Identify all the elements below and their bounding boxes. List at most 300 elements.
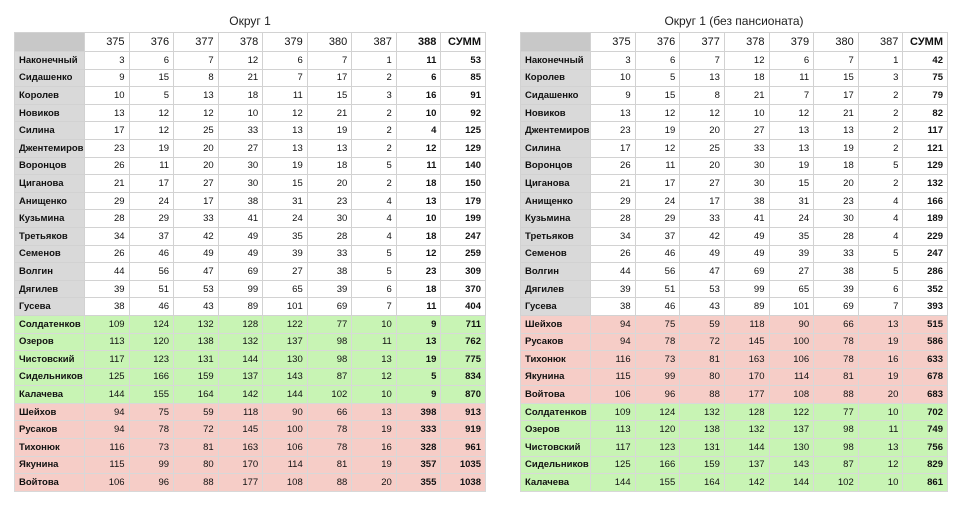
- sum-cell: 91: [441, 87, 486, 105]
- table-row: [15, 315, 486, 333]
- value-cell: 19: [352, 421, 397, 439]
- value-cell: 28: [307, 227, 352, 245]
- sum-cell: 150: [441, 175, 486, 193]
- value-cell: 100: [263, 421, 308, 439]
- value-cell: 23: [814, 192, 859, 210]
- value-cell: 5: [352, 157, 397, 175]
- sum-cell: 913: [441, 403, 486, 421]
- left-table-body: [15, 52, 486, 492]
- header-cell: 388: [396, 33, 441, 52]
- candidate-name: Семенов: [521, 245, 591, 263]
- table-row: [15, 52, 486, 70]
- sum-cell: 132: [903, 175, 948, 193]
- value-cell: 132: [218, 333, 263, 351]
- table-row: [521, 280, 948, 298]
- value-cell: 35: [769, 227, 814, 245]
- table-row: [15, 368, 486, 386]
- candidate-name: Чистовский: [15, 351, 85, 369]
- value-cell: 166: [635, 456, 680, 474]
- value-cell: 81: [174, 439, 219, 457]
- value-cell: 170: [218, 456, 263, 474]
- value-cell: 117: [85, 351, 130, 369]
- value-cell: 12: [396, 245, 441, 263]
- value-cell: 78: [307, 439, 352, 457]
- value-cell: 90: [769, 315, 814, 333]
- value-cell: 39: [307, 280, 352, 298]
- value-cell: 7: [814, 52, 859, 70]
- value-cell: 75: [129, 403, 174, 421]
- value-cell: 98: [814, 439, 859, 457]
- value-cell: 128: [724, 403, 769, 421]
- value-cell: 23: [307, 192, 352, 210]
- value-cell: 33: [680, 210, 725, 228]
- value-cell: 18: [814, 157, 859, 175]
- value-cell: 65: [263, 280, 308, 298]
- value-cell: 13: [263, 139, 308, 157]
- value-cell: 26: [591, 245, 636, 263]
- sum-cell: 199: [441, 210, 486, 228]
- candidate-name: Дягилев: [521, 280, 591, 298]
- candidate-name: Королев: [521, 69, 591, 87]
- sum-cell: 870: [441, 386, 486, 404]
- value-cell: 17: [307, 69, 352, 87]
- candidate-name: Якунина: [521, 368, 591, 386]
- value-cell: 18: [724, 69, 769, 87]
- value-cell: 19: [635, 122, 680, 140]
- header-cell: 380: [307, 33, 352, 52]
- value-cell: 87: [814, 456, 859, 474]
- value-cell: 94: [591, 315, 636, 333]
- value-cell: 11: [396, 52, 441, 70]
- value-cell: 20: [307, 175, 352, 193]
- candidate-name: Кузьмина: [521, 210, 591, 228]
- candidate-name: Сидельников: [15, 368, 85, 386]
- sum-cell: 702: [903, 403, 948, 421]
- value-cell: 1: [352, 52, 397, 70]
- value-cell: 28: [591, 210, 636, 228]
- candidate-name: Анищенко: [521, 192, 591, 210]
- value-cell: 11: [396, 157, 441, 175]
- table-row: [521, 421, 948, 439]
- candidate-name: Третьяков: [521, 227, 591, 245]
- table-row: [521, 263, 948, 281]
- value-cell: 2: [352, 175, 397, 193]
- sum-cell: 775: [441, 351, 486, 369]
- value-cell: 37: [129, 227, 174, 245]
- table-row: [521, 227, 948, 245]
- value-cell: 115: [85, 456, 130, 474]
- value-cell: 27: [680, 175, 725, 193]
- value-cell: 77: [307, 315, 352, 333]
- value-cell: 30: [814, 210, 859, 228]
- value-cell: 132: [724, 421, 769, 439]
- value-cell: 9: [396, 386, 441, 404]
- value-cell: 30: [724, 175, 769, 193]
- candidate-name: Солдатенков: [15, 315, 85, 333]
- value-cell: 47: [680, 263, 725, 281]
- value-cell: 65: [769, 280, 814, 298]
- value-cell: 17: [680, 192, 725, 210]
- value-cell: 33: [307, 245, 352, 263]
- value-cell: 5: [352, 263, 397, 281]
- candidate-name: Войтова: [521, 386, 591, 404]
- table-row: [15, 245, 486, 263]
- header-cell-sum: СУММ: [903, 33, 948, 52]
- value-cell: 177: [724, 386, 769, 404]
- value-cell: 109: [591, 403, 636, 421]
- value-cell: 33: [724, 139, 769, 157]
- value-cell: 46: [129, 298, 174, 316]
- value-cell: 11: [396, 298, 441, 316]
- value-cell: 13: [396, 192, 441, 210]
- value-cell: 29: [635, 210, 680, 228]
- value-cell: 6: [263, 52, 308, 70]
- value-cell: 56: [635, 263, 680, 281]
- sum-cell: 404: [441, 298, 486, 316]
- sum-cell: 762: [441, 333, 486, 351]
- value-cell: 17: [591, 139, 636, 157]
- value-cell: 29: [129, 210, 174, 228]
- value-cell: 66: [814, 315, 859, 333]
- value-cell: 21: [591, 175, 636, 193]
- value-cell: 6: [396, 69, 441, 87]
- table-row: [521, 87, 948, 105]
- table-row: [15, 139, 486, 157]
- value-cell: 10: [858, 403, 903, 421]
- value-cell: 73: [635, 351, 680, 369]
- value-cell: 66: [307, 403, 352, 421]
- table-row: [15, 386, 486, 404]
- value-cell: 12: [129, 104, 174, 122]
- value-cell: 164: [680, 474, 725, 492]
- value-cell: 47: [174, 263, 219, 281]
- value-cell: 6: [352, 280, 397, 298]
- value-cell: 117: [591, 439, 636, 457]
- candidate-name: Новиков: [521, 104, 591, 122]
- right-results-table: [520, 32, 948, 492]
- value-cell: 5: [858, 263, 903, 281]
- value-cell: 116: [591, 351, 636, 369]
- value-cell: 4: [352, 227, 397, 245]
- header-cell: 376: [129, 33, 174, 52]
- sum-cell: 189: [903, 210, 948, 228]
- table-row: [521, 104, 948, 122]
- value-cell: 9: [85, 69, 130, 87]
- value-cell: 43: [680, 298, 725, 316]
- sum-cell: 75: [903, 69, 948, 87]
- candidate-name: Наконечный: [521, 52, 591, 70]
- value-cell: 88: [680, 386, 725, 404]
- table-row: [15, 456, 486, 474]
- value-cell: 38: [591, 298, 636, 316]
- value-cell: 15: [263, 175, 308, 193]
- value-cell: 12: [858, 456, 903, 474]
- sum-cell: 259: [441, 245, 486, 263]
- sum-cell: 829: [903, 456, 948, 474]
- value-cell: 6: [858, 280, 903, 298]
- sum-cell: 92: [441, 104, 486, 122]
- sum-cell: 179: [441, 192, 486, 210]
- value-cell: 33: [218, 122, 263, 140]
- value-cell: 5: [858, 245, 903, 263]
- value-cell: 3: [591, 52, 636, 70]
- value-cell: 113: [85, 333, 130, 351]
- table-row: [521, 351, 948, 369]
- value-cell: 21: [814, 104, 859, 122]
- value-cell: 7: [858, 298, 903, 316]
- value-cell: 30: [307, 210, 352, 228]
- sum-cell: 247: [441, 227, 486, 245]
- sum-cell: 1038: [441, 474, 486, 492]
- left-corner-cell: [15, 33, 85, 52]
- value-cell: 27: [769, 263, 814, 281]
- value-cell: 145: [218, 421, 263, 439]
- value-cell: 2: [352, 122, 397, 140]
- value-cell: 19: [858, 333, 903, 351]
- value-cell: 12: [635, 139, 680, 157]
- table-row: [521, 439, 948, 457]
- value-cell: 6: [635, 52, 680, 70]
- value-cell: 38: [218, 192, 263, 210]
- table-row: [521, 175, 948, 193]
- value-cell: 163: [724, 351, 769, 369]
- value-cell: 35: [263, 227, 308, 245]
- value-cell: 5: [858, 157, 903, 175]
- value-cell: 120: [635, 421, 680, 439]
- value-cell: 28: [85, 210, 130, 228]
- value-cell: 5: [635, 69, 680, 87]
- value-cell: 39: [591, 280, 636, 298]
- table-row: [15, 104, 486, 122]
- value-cell: 20: [680, 122, 725, 140]
- value-cell: 108: [769, 386, 814, 404]
- value-cell: 59: [680, 315, 725, 333]
- value-cell: 355: [396, 474, 441, 492]
- table-row: [15, 122, 486, 140]
- value-cell: 10: [724, 104, 769, 122]
- candidate-name: Сидашенко: [15, 69, 85, 87]
- value-cell: 6: [129, 52, 174, 70]
- value-cell: 19: [129, 139, 174, 157]
- sum-cell: 166: [903, 192, 948, 210]
- table-row: [521, 157, 948, 175]
- sum-cell: 129: [903, 157, 948, 175]
- value-cell: 29: [85, 192, 130, 210]
- value-cell: 12: [680, 104, 725, 122]
- candidate-name: Джентемиров: [521, 122, 591, 140]
- value-cell: 2: [352, 104, 397, 122]
- value-cell: 78: [635, 333, 680, 351]
- sum-cell: 229: [903, 227, 948, 245]
- value-cell: 18: [307, 157, 352, 175]
- value-cell: 13: [352, 351, 397, 369]
- candidate-name: Озеров: [521, 421, 591, 439]
- value-cell: 51: [635, 280, 680, 298]
- value-cell: 131: [174, 351, 219, 369]
- value-cell: 26: [85, 157, 130, 175]
- value-cell: 144: [591, 474, 636, 492]
- sum-cell: 121: [903, 139, 948, 157]
- sum-cell: 683: [903, 386, 948, 404]
- value-cell: 41: [724, 210, 769, 228]
- value-cell: 3: [85, 52, 130, 70]
- value-cell: 17: [129, 175, 174, 193]
- candidate-name: Воронцов: [521, 157, 591, 175]
- right-panel: [520, 12, 948, 492]
- candidate-name: Семенов: [15, 245, 85, 263]
- value-cell: 44: [85, 263, 130, 281]
- value-cell: 2: [858, 87, 903, 105]
- value-cell: 30: [724, 157, 769, 175]
- value-cell: 26: [85, 245, 130, 263]
- value-cell: 118: [218, 403, 263, 421]
- value-cell: 33: [174, 210, 219, 228]
- value-cell: 122: [769, 403, 814, 421]
- value-cell: 41: [218, 210, 263, 228]
- table-row: [521, 315, 948, 333]
- value-cell: 11: [129, 157, 174, 175]
- value-cell: 4: [858, 227, 903, 245]
- value-cell: 132: [174, 315, 219, 333]
- right-table-title: Округ 1 (без пансионата): [664, 14, 804, 28]
- sum-cell: 678: [903, 368, 948, 386]
- candidate-name: Джентемиров: [15, 139, 85, 157]
- sum-cell: 756: [903, 439, 948, 457]
- value-cell: 34: [85, 227, 130, 245]
- value-cell: 118: [724, 315, 769, 333]
- value-cell: 53: [680, 280, 725, 298]
- candidate-name: Третьяков: [15, 227, 85, 245]
- sum-cell: 79: [903, 87, 948, 105]
- value-cell: 13: [591, 104, 636, 122]
- table-row: [15, 333, 486, 351]
- candidate-name: Русаков: [521, 333, 591, 351]
- table-row: [521, 403, 948, 421]
- value-cell: 42: [680, 227, 725, 245]
- sum-cell: 861: [903, 474, 948, 492]
- value-cell: 27: [263, 263, 308, 281]
- value-cell: 144: [85, 386, 130, 404]
- value-cell: 39: [769, 245, 814, 263]
- value-cell: 2: [858, 139, 903, 157]
- value-cell: 78: [814, 333, 859, 351]
- value-cell: 69: [724, 263, 769, 281]
- candidate-name: Сидельников: [521, 456, 591, 474]
- candidate-name: Калачева: [15, 386, 85, 404]
- value-cell: 39: [814, 280, 859, 298]
- value-cell: 166: [129, 368, 174, 386]
- value-cell: 106: [85, 474, 130, 492]
- value-cell: 19: [814, 139, 859, 157]
- value-cell: 59: [174, 403, 219, 421]
- value-cell: 1: [858, 52, 903, 70]
- table-row: [15, 474, 486, 492]
- sum-cell: 834: [441, 368, 486, 386]
- value-cell: 29: [591, 192, 636, 210]
- value-cell: 20: [352, 474, 397, 492]
- value-cell: 49: [724, 227, 769, 245]
- candidate-name: Волгин: [521, 263, 591, 281]
- value-cell: 137: [218, 368, 263, 386]
- value-cell: 2: [858, 122, 903, 140]
- value-cell: 114: [769, 368, 814, 386]
- header-cell: 376: [635, 33, 680, 52]
- value-cell: 138: [680, 421, 725, 439]
- value-cell: 88: [174, 474, 219, 492]
- candidate-name: Калачева: [521, 474, 591, 492]
- value-cell: 5: [396, 368, 441, 386]
- value-cell: 12: [635, 104, 680, 122]
- value-cell: 122: [263, 315, 308, 333]
- value-cell: 12: [174, 104, 219, 122]
- value-cell: 116: [85, 439, 130, 457]
- value-cell: 81: [307, 456, 352, 474]
- value-cell: 114: [263, 456, 308, 474]
- value-cell: 38: [85, 298, 130, 316]
- value-cell: 4: [352, 192, 397, 210]
- table-row: [521, 69, 948, 87]
- value-cell: 19: [396, 351, 441, 369]
- value-cell: 20: [174, 157, 219, 175]
- value-cell: 120: [129, 333, 174, 351]
- value-cell: 10: [352, 386, 397, 404]
- value-cell: 132: [680, 403, 725, 421]
- value-cell: 15: [814, 69, 859, 87]
- value-cell: 7: [680, 52, 725, 70]
- candidate-name: Войтова: [15, 474, 85, 492]
- value-cell: 87: [307, 368, 352, 386]
- candidate-name: Якунина: [15, 456, 85, 474]
- sum-cell: 515: [903, 315, 948, 333]
- value-cell: 12: [129, 122, 174, 140]
- value-cell: 13: [352, 403, 397, 421]
- table-row: [15, 421, 486, 439]
- candidate-name: Циганова: [15, 175, 85, 193]
- candidate-name: Сидашенко: [521, 87, 591, 105]
- value-cell: 12: [724, 52, 769, 70]
- value-cell: 170: [724, 368, 769, 386]
- value-cell: 17: [85, 122, 130, 140]
- value-cell: 12: [352, 368, 397, 386]
- value-cell: 163: [218, 439, 263, 457]
- candidate-name: Кузьмина: [15, 210, 85, 228]
- header-cell: 387: [352, 33, 397, 52]
- value-cell: 4: [858, 210, 903, 228]
- value-cell: 108: [263, 474, 308, 492]
- candidate-name: Волгин: [15, 263, 85, 281]
- value-cell: 101: [769, 298, 814, 316]
- value-cell: 7: [352, 298, 397, 316]
- value-cell: 11: [635, 157, 680, 175]
- value-cell: 78: [129, 421, 174, 439]
- value-cell: 73: [129, 439, 174, 457]
- value-cell: 10: [218, 104, 263, 122]
- value-cell: 138: [174, 333, 219, 351]
- value-cell: 130: [263, 351, 308, 369]
- value-cell: 357: [396, 456, 441, 474]
- candidate-name: Анищенко: [15, 192, 85, 210]
- value-cell: 23: [396, 263, 441, 281]
- value-cell: 10: [591, 69, 636, 87]
- value-cell: 145: [724, 333, 769, 351]
- value-cell: 37: [635, 227, 680, 245]
- sum-cell: 125: [441, 122, 486, 140]
- table-row: [521, 298, 948, 316]
- value-cell: 17: [814, 87, 859, 105]
- value-cell: 49: [174, 245, 219, 263]
- candidate-name: Шейхов: [521, 315, 591, 333]
- value-cell: 11: [769, 69, 814, 87]
